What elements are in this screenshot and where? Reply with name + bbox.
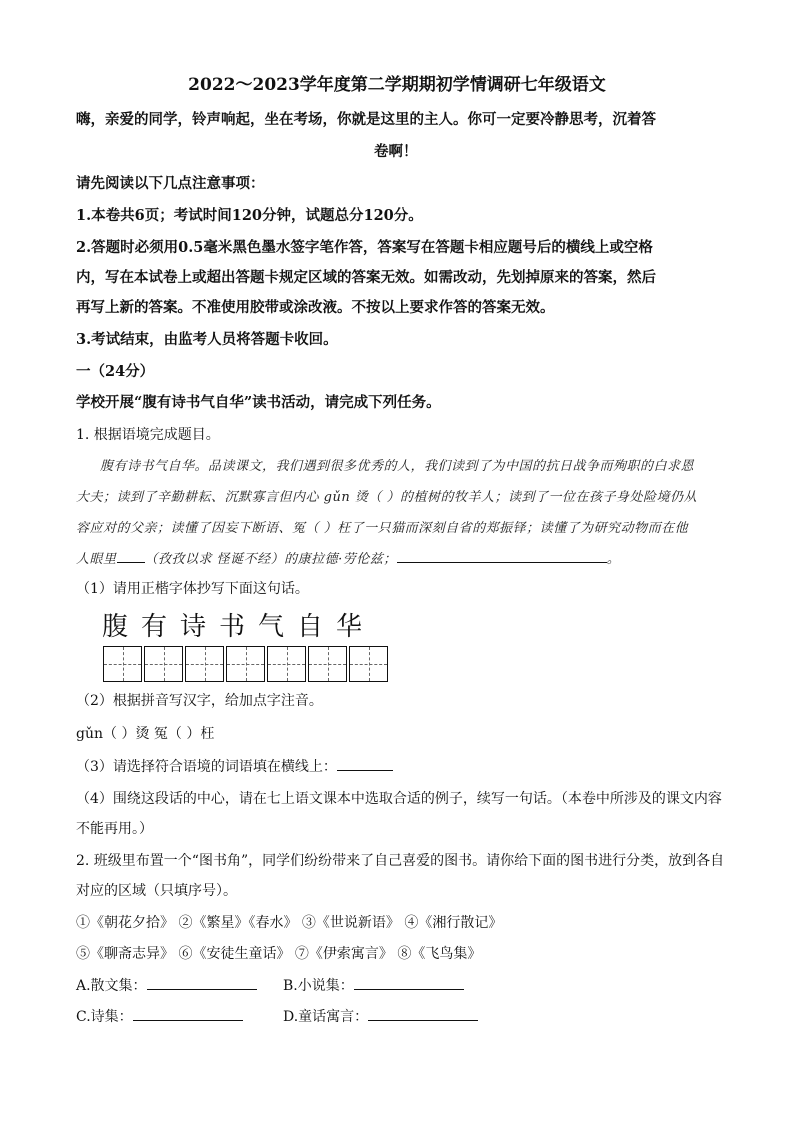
category-c — [76, 1006, 243, 1026]
category-a-label: A.散文集： — [76, 978, 147, 994]
question-1-3-text: （3）请选择符合语境的词语填在横线上： — [76, 759, 337, 775]
question-2-line-2: 对应的区域（只填序号）。 — [76, 883, 237, 899]
passage-line-1: 腹有诗书气自华。品读课文，我们遇到很多优秀的人，我们读到了为中国的抗日战争而殉职的白求恩 — [100, 459, 695, 474]
notice-item-3: 3.考试结束，由监考人员将答题卡收回。 — [76, 331, 338, 348]
category-a-blank[interactable] — [147, 975, 257, 990]
question-1-3-blank[interactable] — [337, 756, 393, 771]
tianzige-cell[interactable] — [103, 646, 142, 682]
question-1-3 — [76, 756, 393, 776]
category-d-label: D.童话寓言： — [283, 1009, 369, 1025]
question-1-label: 1. 根据语境完成题目。 — [76, 427, 220, 443]
tianzige-cell[interactable] — [185, 646, 224, 682]
notice-item-2-line-1: 2.答题时必须用0.5毫米黑色墨水签字笔作答，答案写在答题卡相应题号后的横线上或空格 — [76, 239, 653, 256]
question-1-2-answer: gǔn（ ）烫 冤（ ）枉 — [76, 726, 215, 742]
passage-line-4-end: 。 — [606, 552, 621, 567]
greeting-line-1: 嗨，亲爱的同学，铃声响起，坐在考场，你就是这里的主人。你可一定要冷静思考，沉着答 — [76, 111, 656, 128]
passage-line-4-middle: （孜孜以求 怪诞不经）的康拉德·劳伦兹； — [144, 552, 397, 567]
tianzige-cell[interactable] — [308, 646, 347, 682]
continuation-blank[interactable] — [397, 548, 607, 563]
category-b-label: B.小说集： — [283, 978, 354, 994]
category-b-blank[interactable] — [354, 975, 464, 990]
tianzige-cell[interactable] — [267, 646, 306, 682]
page-title: 2022～2023学年度第二学期期初学情调研七年级语文 — [188, 75, 606, 95]
category-d — [283, 1006, 478, 1026]
tianzige-cell[interactable] — [349, 646, 388, 682]
notice-heading: 请先阅读以下几点注意事项： — [76, 175, 265, 192]
category-a — [76, 975, 257, 995]
tianzige-cell[interactable] — [144, 646, 183, 682]
section-heading: 一（24分） — [76, 363, 155, 380]
category-c-label: C.诗集： — [76, 1009, 133, 1025]
question-1-4-line-1: （4）围绕这段话的中心，请在七上语文课本中选取合适的例子，续写一句话。（本卷中所涉及的课文内容 — [76, 791, 722, 807]
word-choice-blank[interactable] — [117, 548, 145, 563]
greeting-line-2: 卷啊！ — [374, 143, 418, 160]
book-list-line-1: ①《朝花夕拾》 ②《繁星》《春水》 ③《世说新语》 ④《湘行散记》 — [76, 915, 503, 931]
notice-item-2-line-3: 再写上新的答案。不准使用胶带或涂改液。不按以上要求作答的答案无效。 — [76, 299, 555, 316]
passage-line-3: 容应对的父亲；读懂了因妄下断语、冤（ ）枉了一只猫而深刻自省的郑振铎；读懂了为研究动物而在他 — [76, 521, 689, 536]
category-b — [283, 975, 464, 995]
tianzige-cell[interactable] — [226, 646, 265, 682]
passage-line-2: 大夫；读到了辛勤耕耘、沉默寡言但内心 gǔn 烫（ ）的植树的牧羊人；读到了一位在孩子身处险境仍从 — [76, 490, 697, 505]
section-intro: 学校开展“腹有诗书气自华”读书活动，请完成下列任务。 — [76, 394, 441, 411]
question-1-4-line-2: 不能再用。） — [76, 821, 153, 837]
category-d-blank[interactable] — [368, 1006, 478, 1021]
book-list-line-2: ⑤《聊斋志异》 ⑥《安徒生童话》 ⑦《伊索寓言》 ⑧《飞鸟集》 — [76, 946, 482, 962]
question-1-1: （1）请用正楷字体抄写下面这句话。 — [76, 581, 309, 597]
question-1-2: （2）根据拼音写汉字，给加点字注音。 — [76, 693, 323, 709]
notice-item-1: 1.本卷共6页；考试时间120分钟，试题总分120分。 — [76, 207, 423, 224]
category-c-blank[interactable] — [133, 1006, 243, 1021]
notice-item-2-line-2: 内，写在本试卷上或超出答题卡规定区域的答案无效。如需改动，先划掉原来的答案，然后 — [76, 269, 656, 286]
passage-line-4-start: 人眼里 — [76, 552, 117, 567]
question-2-line-1: 2. 班级里布置一个“图书角”，同学们纷纷带来了自己喜爱的图书。请你给下面的图书进行分类，放到各自 — [76, 853, 725, 869]
tianzige-grid — [103, 646, 390, 682]
calligraphy-sample: 腹有诗书气自华 — [102, 612, 376, 642]
passage-line-4 — [76, 548, 620, 567]
